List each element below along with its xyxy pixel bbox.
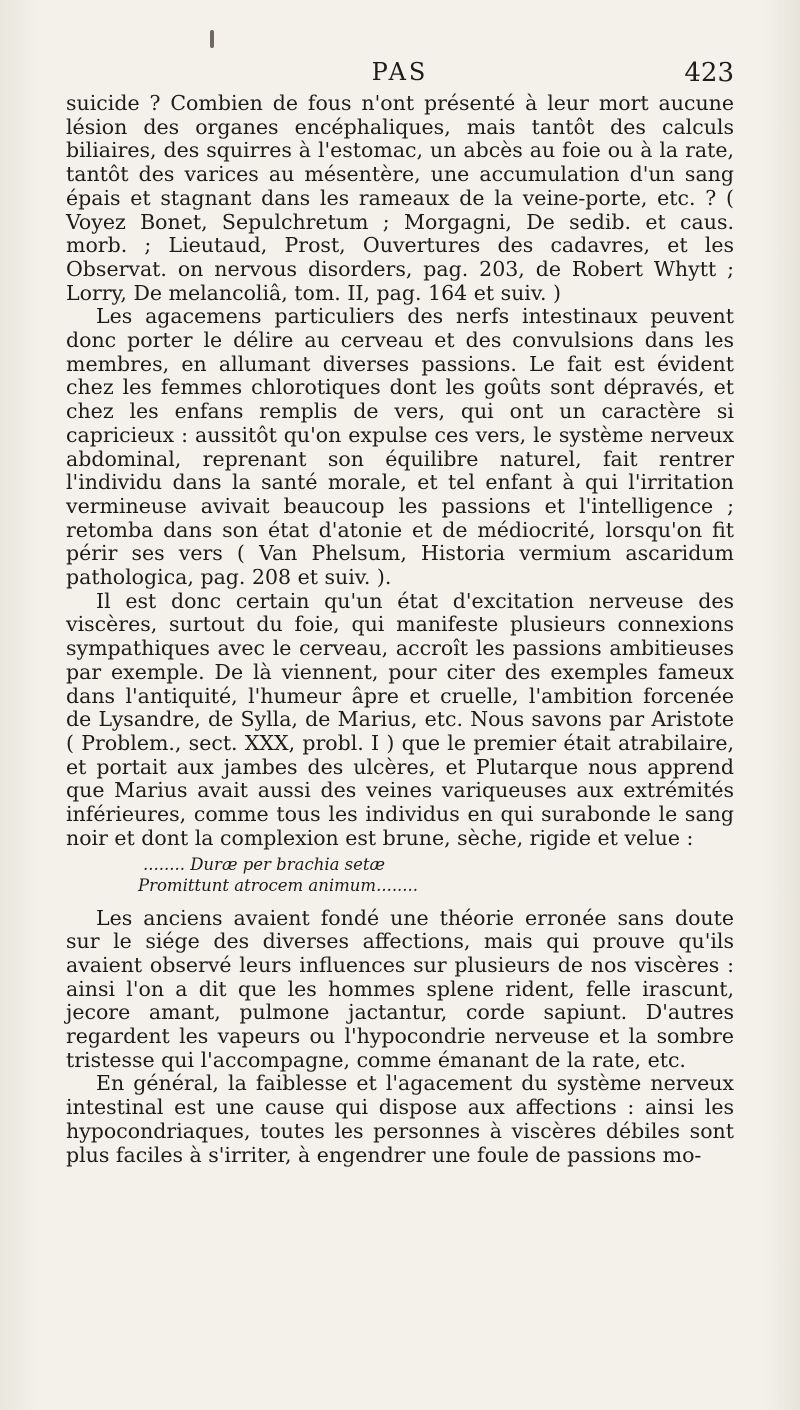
latin-quotation bbox=[66, 854, 734, 896]
paragraph-4: Les anciens avaient fondé une théorie erronée sans doute sur le siége des diverses affections, mais qui prouve qu'ils avaient observé leurs influences sur plusieurs de nos viscères : ainsi l'on a dit que les hommes splene rident, felle irascunt, jecore amant, pulmone jactantur, corde sapiunt. D'autres regardent les vapeurs ou l'hypocondrie nerveuse et la sombre tristesse qui l'accompagne, comme émanant de la rate, etc. bbox=[66, 905, 734, 1072]
paragraph-3: Il est donc certain qu'un état d'excitation nerveuse des viscères, surtout du foie, qui manifeste plusieurs connexions sympathiques avec le cerveau, accroît les passions ambitieuses par exemple. De là viennent, pour citer des exemples fameux dans l'antiquité, l'humeur âpre et cruelle, l'ambition forcenée de Lysandre, de Sylla, de Marius, etc. Nous savons par Aristote ( Problem., sect. XXX, probl. I ) que le premier était atrabilaire, et portait aux jambes des ulcères, et Plutarque nous apprend que Marius avait aussi des veines variqueuses aux extrémités inférieures, comme tous les individus en qui surabonde le sang noir et dont la complexion est brune, sèche, rigide et velue : bbox=[66, 588, 734, 850]
running-title: PAS bbox=[371, 58, 429, 86]
body-text bbox=[66, 92, 734, 1167]
paragraph-1: suicide ? Combien de fous n'ont présenté à leur mort aucune lésion des organes encéphaliques, mais tantôt des calculs biliaires, des squirres à l'estomac, un abcès au foie ou à la rate, tantôt des varices au mésentère, une accumulation d'un sang épais et stagnant dans les rameaux de la veine-porte, etc. ? ( Voyez Bonet, Sepulchretum ; Morgagni, De sedib. et caus. morb. ; Lieutaud, Prost, Ouvertures des cadavres, et les Observat. on nervous disorders, pag. 203, de Robert Whytt ; Lorry, De melancoliâ, tom. II, pag. 164 et suiv. ) bbox=[66, 91, 734, 305]
quote-line-2: Promittunt atrocem animum........ bbox=[138, 875, 419, 895]
quote-line-1: ........ Duræ per brachia setæ bbox=[143, 854, 386, 874]
page-number: 423 bbox=[684, 58, 734, 88]
paragraph-2: Les agacemens particuliers des nerfs intestinaux peuvent donc porter le délire au cerveau et des convulsions dans les membres, en allumant diverses passions. Le fait est évident chez les femmes chlorotiques dont les goûts sont dépravés, et chez les enfans remplis de vers, qui ont un caractère si capricieux : aussitôt qu'on expulse ces vers, le système nerveux abdominal, reprenant son équilibre naturel, fait rentrer l'individu dans la santé morale, et tel enfant à qui l'irritation vermineuse avivait beaucoup les passions et l'intelligence ; retomba dans son état d'atonie et de médiocrité, lorsqu'on fit périr ses vers ( Van Phelsum, Historia vermium ascaridum pathologica, pag. 208 et suiv. ). bbox=[66, 304, 734, 590]
paragraph-5: En général, la faiblesse et l'agacement du système nerveux intestinal est une cause qui dispose aux affections : ainsi les hypocondriaques, toutes les personnes à viscères débiles sont plus faciles à s'irriter, à engendrer une foule de passions mo- bbox=[66, 1071, 734, 1167]
ink-mark bbox=[210, 30, 214, 48]
running-head bbox=[66, 58, 734, 92]
